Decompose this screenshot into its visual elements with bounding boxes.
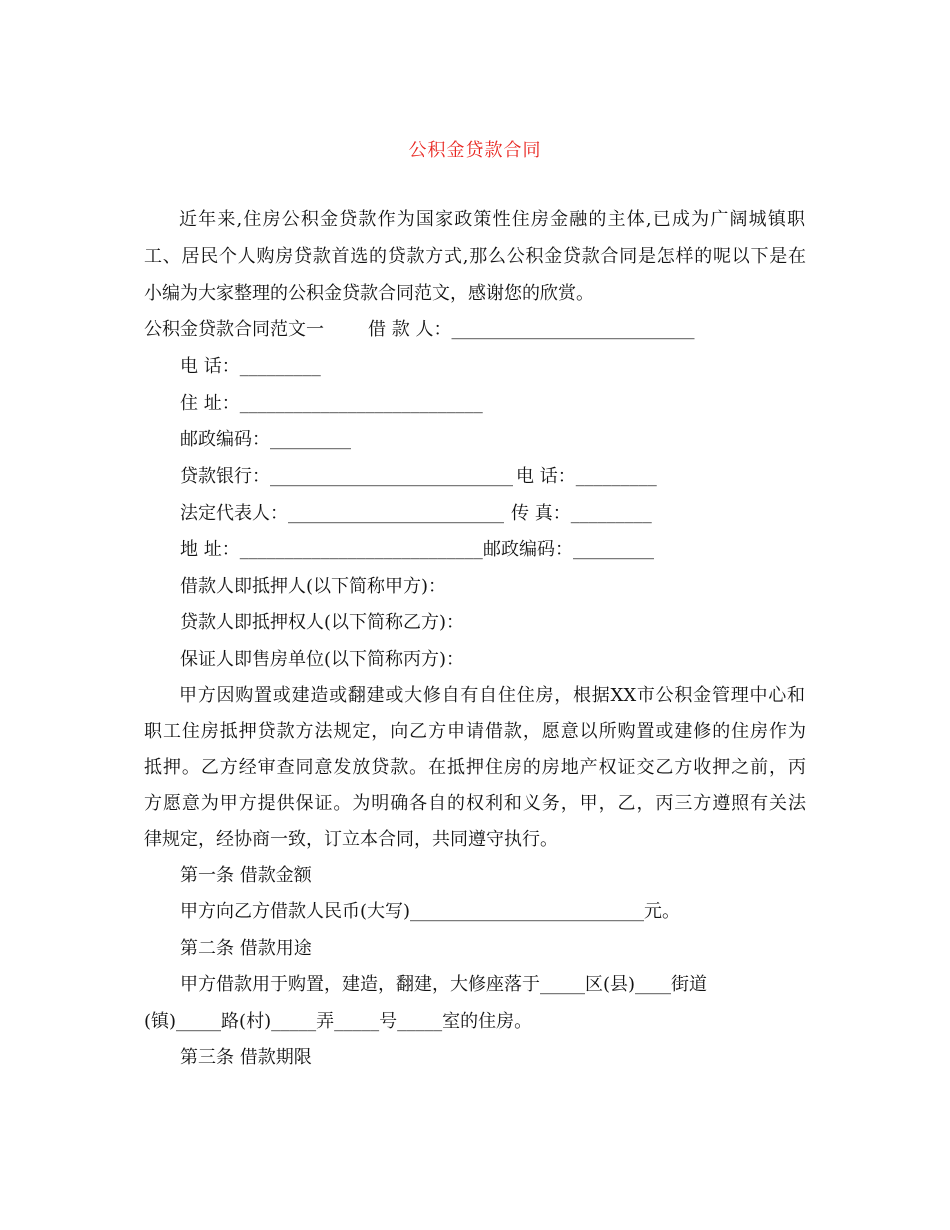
address-field: 住 址：___________________________ (180, 393, 483, 414)
phone-field: 电 话：_________ (180, 356, 321, 377)
intro-line: 小编为大家整理的公积金贷款合同范文，感谢您的欣赏。 (144, 283, 594, 304)
article-1-title: 第一条 借款金额 (180, 865, 312, 886)
party-b-line: 贷款人即抵押权人(以下简称乙方)： (180, 612, 465, 633)
article-1-text: 甲方向乙方借款人民币(大写)__________________________元。 (180, 901, 681, 922)
article-2-text: (镇)_____路(村)_____弄_____号_____室的住房。 (144, 1011, 533, 1032)
bank-address-field: 地 址：___________________________ (180, 539, 483, 560)
preamble-line: 抵押。乙方经审查同意发放贷款。在抵押住房的房地产权证交乙方收押之前，丙 (144, 757, 806, 778)
intro-line: 工、居民个人购房贷款首选的贷款方式,那么公积金贷款合同是怎样的呢以下是在 (144, 246, 806, 267)
preamble-line: 甲方因购置或建造或翻建或大修自有自住住房，根据XX市公积金管理中心和 (179, 685, 805, 706)
bank-postcode-field: 邮政编码：_________ (483, 539, 654, 560)
article-3-title: 第三条 借款期限 (180, 1047, 312, 1068)
preamble-line: 职工住房抵押贷款方法规定，向乙方申请借款，愿意以所购置或建修的住房作为 (144, 721, 806, 742)
party-c-line: 保证人即售房单位(以下简称丙方)： (180, 649, 465, 670)
preamble-line: 方愿意为甲方提供保证。为明确各自的权利和义务，甲，乙，丙三方遵照有关法 (144, 793, 806, 814)
sample-heading: 公积金贷款合同范文一 (144, 319, 324, 340)
postcode-field: 邮政编码：_________ (180, 429, 351, 450)
document-title: 公积金贷款合同 (408, 140, 542, 161)
lender-bank-field: 贷款银行：___________________________ (180, 466, 513, 487)
preamble-line: 律规定，经协商一致，订立本合同，共同遵守执行。 (144, 829, 558, 850)
bank-phone-field: 电 话：_________ (516, 466, 657, 487)
borrower-field: 借 款 人：___________________________ (368, 319, 695, 340)
intro-line: 近年来,住房公积金贷款作为国家政策性住房金融的主体,已成为广阔城镇职 (179, 209, 805, 230)
article-2-text: 甲方借款用于购置，建造，翻建，大修座落于_____区(县)____街道 (180, 974, 708, 995)
article-2-title: 第二条 借款用途 (180, 938, 312, 959)
party-a-line: 借款人即抵押人(以下简称甲方)： (180, 576, 447, 597)
legal-rep-field: 法定代表人：________________________ (180, 503, 504, 524)
fax-field: 传 真：_________ (511, 503, 652, 524)
